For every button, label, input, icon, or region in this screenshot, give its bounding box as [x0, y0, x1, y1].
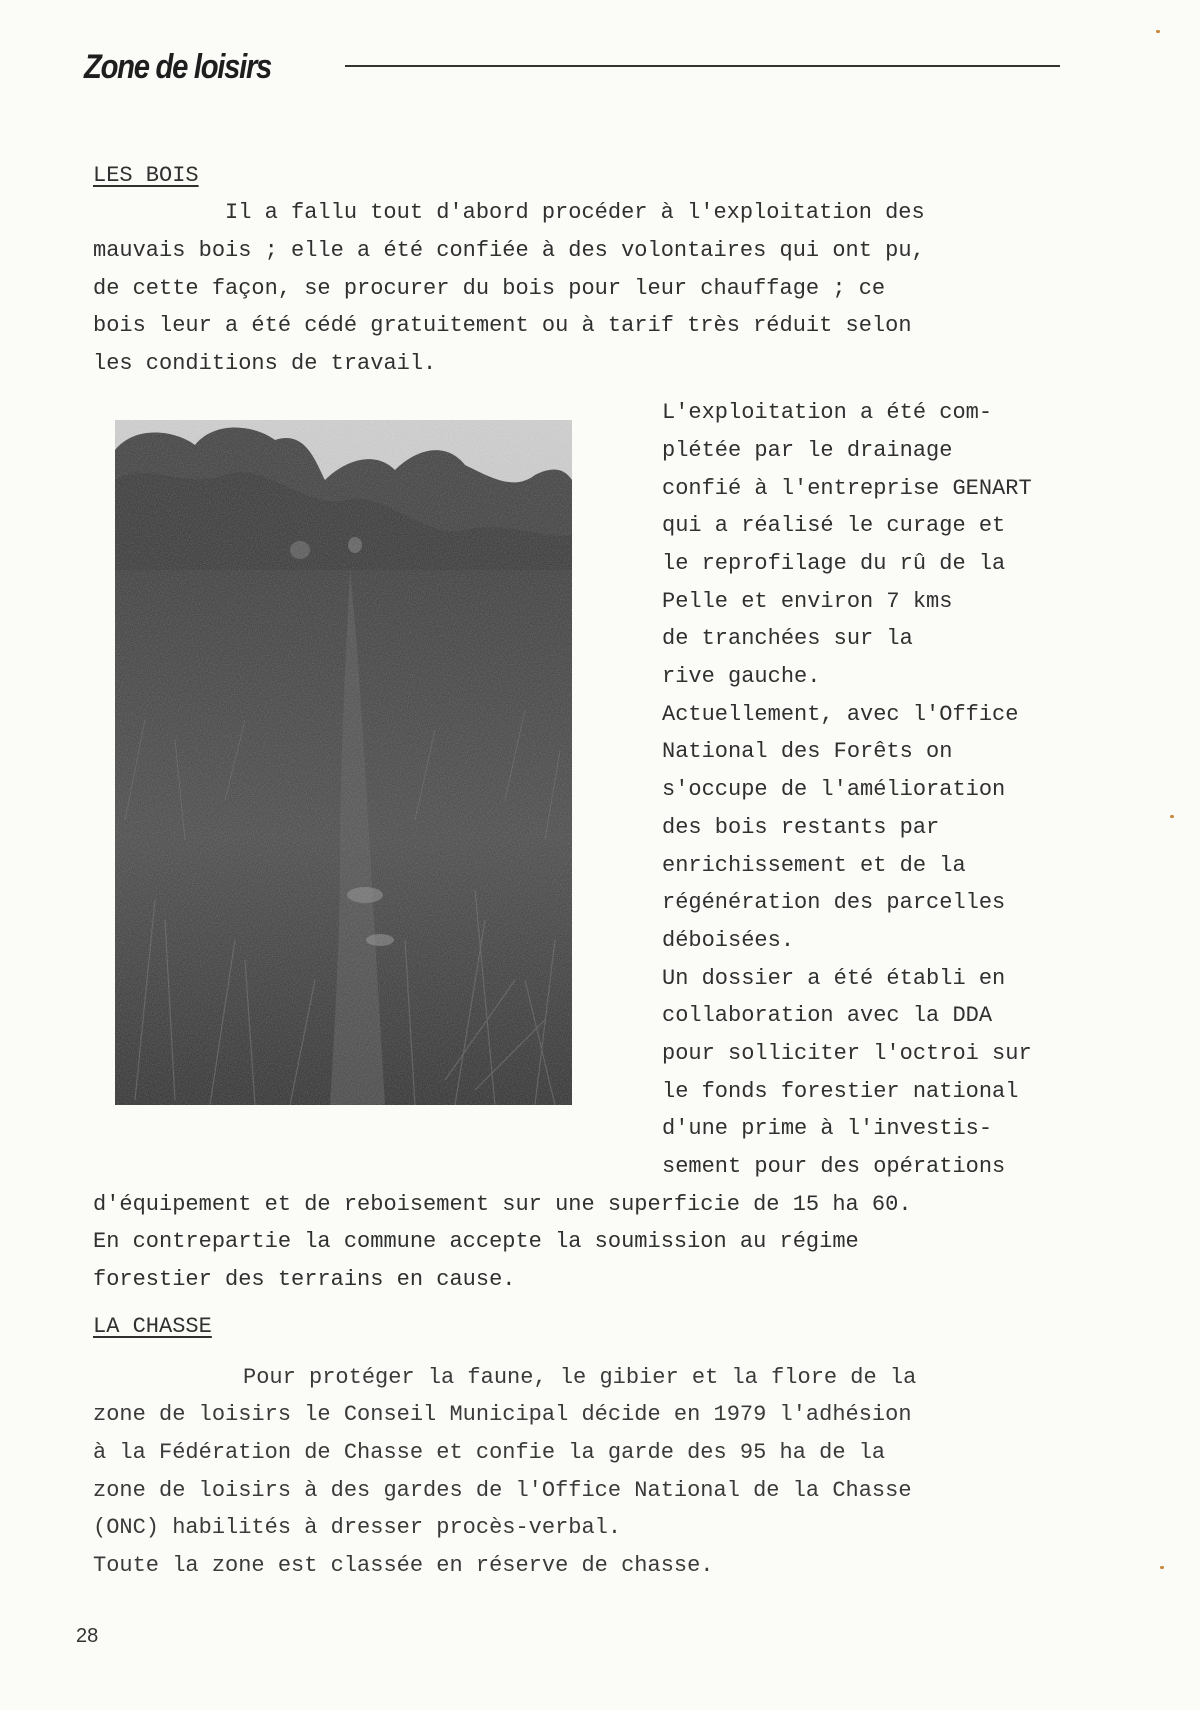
- text-line: Pour protéger la faune, le gibier et la flore de la: [243, 1365, 917, 1390]
- text-line: Actuellement, avec l'Office: [662, 702, 1019, 727]
- text-line: régénération des parcelles: [662, 890, 1006, 915]
- text-line: sement pour des opérations: [662, 1154, 1006, 1179]
- text-line: à la Fédération de Chasse et confie la garde des 95 ha de la: [93, 1440, 886, 1465]
- text-line: zone de loisirs le Conseil Municipal décide en 1979 l'adhésion: [93, 1402, 912, 1427]
- text-line: confié à l'entreprise GENART: [662, 476, 1032, 501]
- woodland-photo: [115, 420, 572, 1105]
- text-line: enrichissement et de la: [662, 853, 966, 878]
- scan-speck: [1170, 815, 1174, 818]
- section-heading-bois: LES BOIS: [93, 163, 199, 188]
- text-line: forestier des terrains en cause.: [93, 1267, 516, 1292]
- text-line: les conditions de travail.: [93, 351, 437, 376]
- text-line: de tranchées sur la: [662, 626, 913, 651]
- text-line: (ONC) habilités à dresser procès-verbal.: [93, 1515, 622, 1540]
- text-line: déboisées.: [662, 928, 795, 953]
- text-line: Pelle et environ 7 kms: [662, 589, 953, 614]
- text-line: des bois restants par: [662, 815, 940, 840]
- section-heading-chasse: LA CHASSE: [93, 1314, 212, 1339]
- scan-speck: [1156, 30, 1160, 33]
- text-line: d'équipement et de reboisement sur une superficie de 15 ha 60.: [93, 1192, 912, 1217]
- text-line: En contrepartie la commune accepte la soumission au régime: [93, 1229, 859, 1254]
- text-line: rive gauche.: [662, 664, 821, 689]
- text-line: L'exploitation a été com-: [662, 400, 993, 425]
- title-divider: [345, 65, 1060, 67]
- text-line: Il a fallu tout d'abord procéder à l'exploitation des: [225, 200, 925, 225]
- text-line: Toute la zone est classée en réserve de chasse.: [93, 1553, 714, 1578]
- text-line: le reprofilage du rû de la: [662, 551, 1006, 576]
- text-line: de cette façon, se procurer du bois pour leur chauffage ; ce: [93, 276, 886, 301]
- text-line: Un dossier a été établi en: [662, 966, 1006, 991]
- text-line: qui a réalisé le curage et: [662, 513, 1006, 538]
- text-line: National des Forêts on: [662, 739, 953, 764]
- page-title: Zone de loisirs: [84, 48, 272, 86]
- page-number: 28: [76, 1625, 99, 1647]
- text-line: bois leur a été cédé gratuitement ou à tarif très réduit selon: [93, 313, 912, 338]
- text-line: le fonds forestier national: [662, 1079, 1019, 1104]
- text-line: collaboration avec la DDA: [662, 1003, 993, 1028]
- text-line: pour solliciter l'octroi sur: [662, 1041, 1032, 1066]
- text-line: mauvais bois ; elle a été confiée à des volontaires qui ont pu,: [93, 238, 925, 263]
- text-line: plétée par le drainage: [662, 438, 953, 463]
- text-line: s'occupe de l'amélioration: [662, 777, 1006, 802]
- scan-speck: [1160, 1566, 1164, 1569]
- text-line: zone de loisirs à des gardes de l'Office National de la Chasse: [93, 1478, 912, 1503]
- text-line: d'une prime à l'investis-: [662, 1116, 993, 1141]
